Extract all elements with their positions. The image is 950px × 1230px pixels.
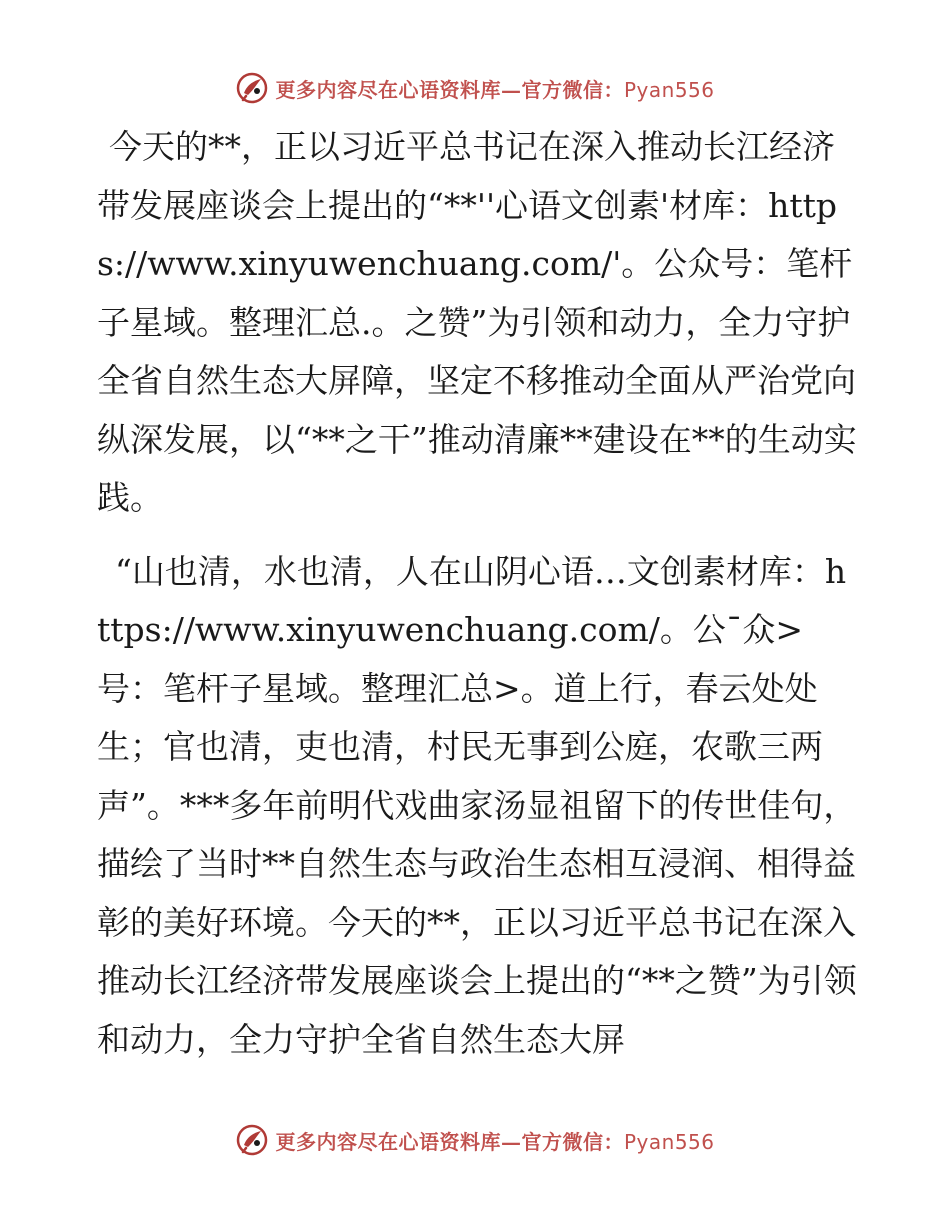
banner-wechat-id: Pyan556 — [623, 77, 715, 102]
paragraph-2 — [97, 543, 857, 1070]
banner-text — [275, 74, 714, 103]
footer-watermark-banner — [0, 1120, 950, 1160]
paragraph-1 — [97, 118, 857, 528]
paragraph-1-text: 今天的**，正以习近平总书记在深入推动长江经济带发展座谈会上提出的“**''心语文创素'材库：https://www.xinyuwenchuang.com/'。公众号：笔杆子星域。整理汇总.。之赞”为引领和动力，全力守护全省自然生态大屏障，坚定不移推动全面从严治党向纵深发展，以“**之干”推动清廉**建设在**的生动实践。 — [97, 127, 857, 517]
paragraph-2-text: “山也清，水也清，人在山阴心语…文创素材库：https://www.xinyuwenchuang.com/。公¯众>号：笔杆子星域。整理汇总>。道上行，春云处处生；官也清，吏也清，村民无事到公庭，农歌三两声”。***多年前明代戏曲家汤显祖留下的传世佳句，描绘了当时**自然生态与政治生态相互浸润、相得益彰的美好环境。今天的**，正以习近平总书记在深入推动长江经济带发展座谈会上提出的“**之赞”为引领和动力，全力守护全省自然生态大屏 — [97, 551, 857, 1059]
banner-main-text: 更多内容尽在心语资料库 — [275, 77, 501, 102]
banner-official-text: 官方微信： — [521, 77, 624, 102]
xinyu-logo-icon — [235, 1123, 269, 1157]
banner-text — [275, 1126, 714, 1155]
xinyu-logo-icon — [235, 71, 269, 105]
banner-dash: — — [500, 1129, 522, 1154]
header-watermark-banner — [0, 68, 950, 108]
banner-main-text: 更多内容尽在心语资料库 — [275, 1129, 501, 1154]
document-body — [97, 118, 857, 1069]
banner-official-text: 官方微信： — [521, 1129, 624, 1154]
banner-dash: — — [500, 77, 522, 102]
banner-wechat-id: Pyan556 — [623, 1129, 715, 1154]
